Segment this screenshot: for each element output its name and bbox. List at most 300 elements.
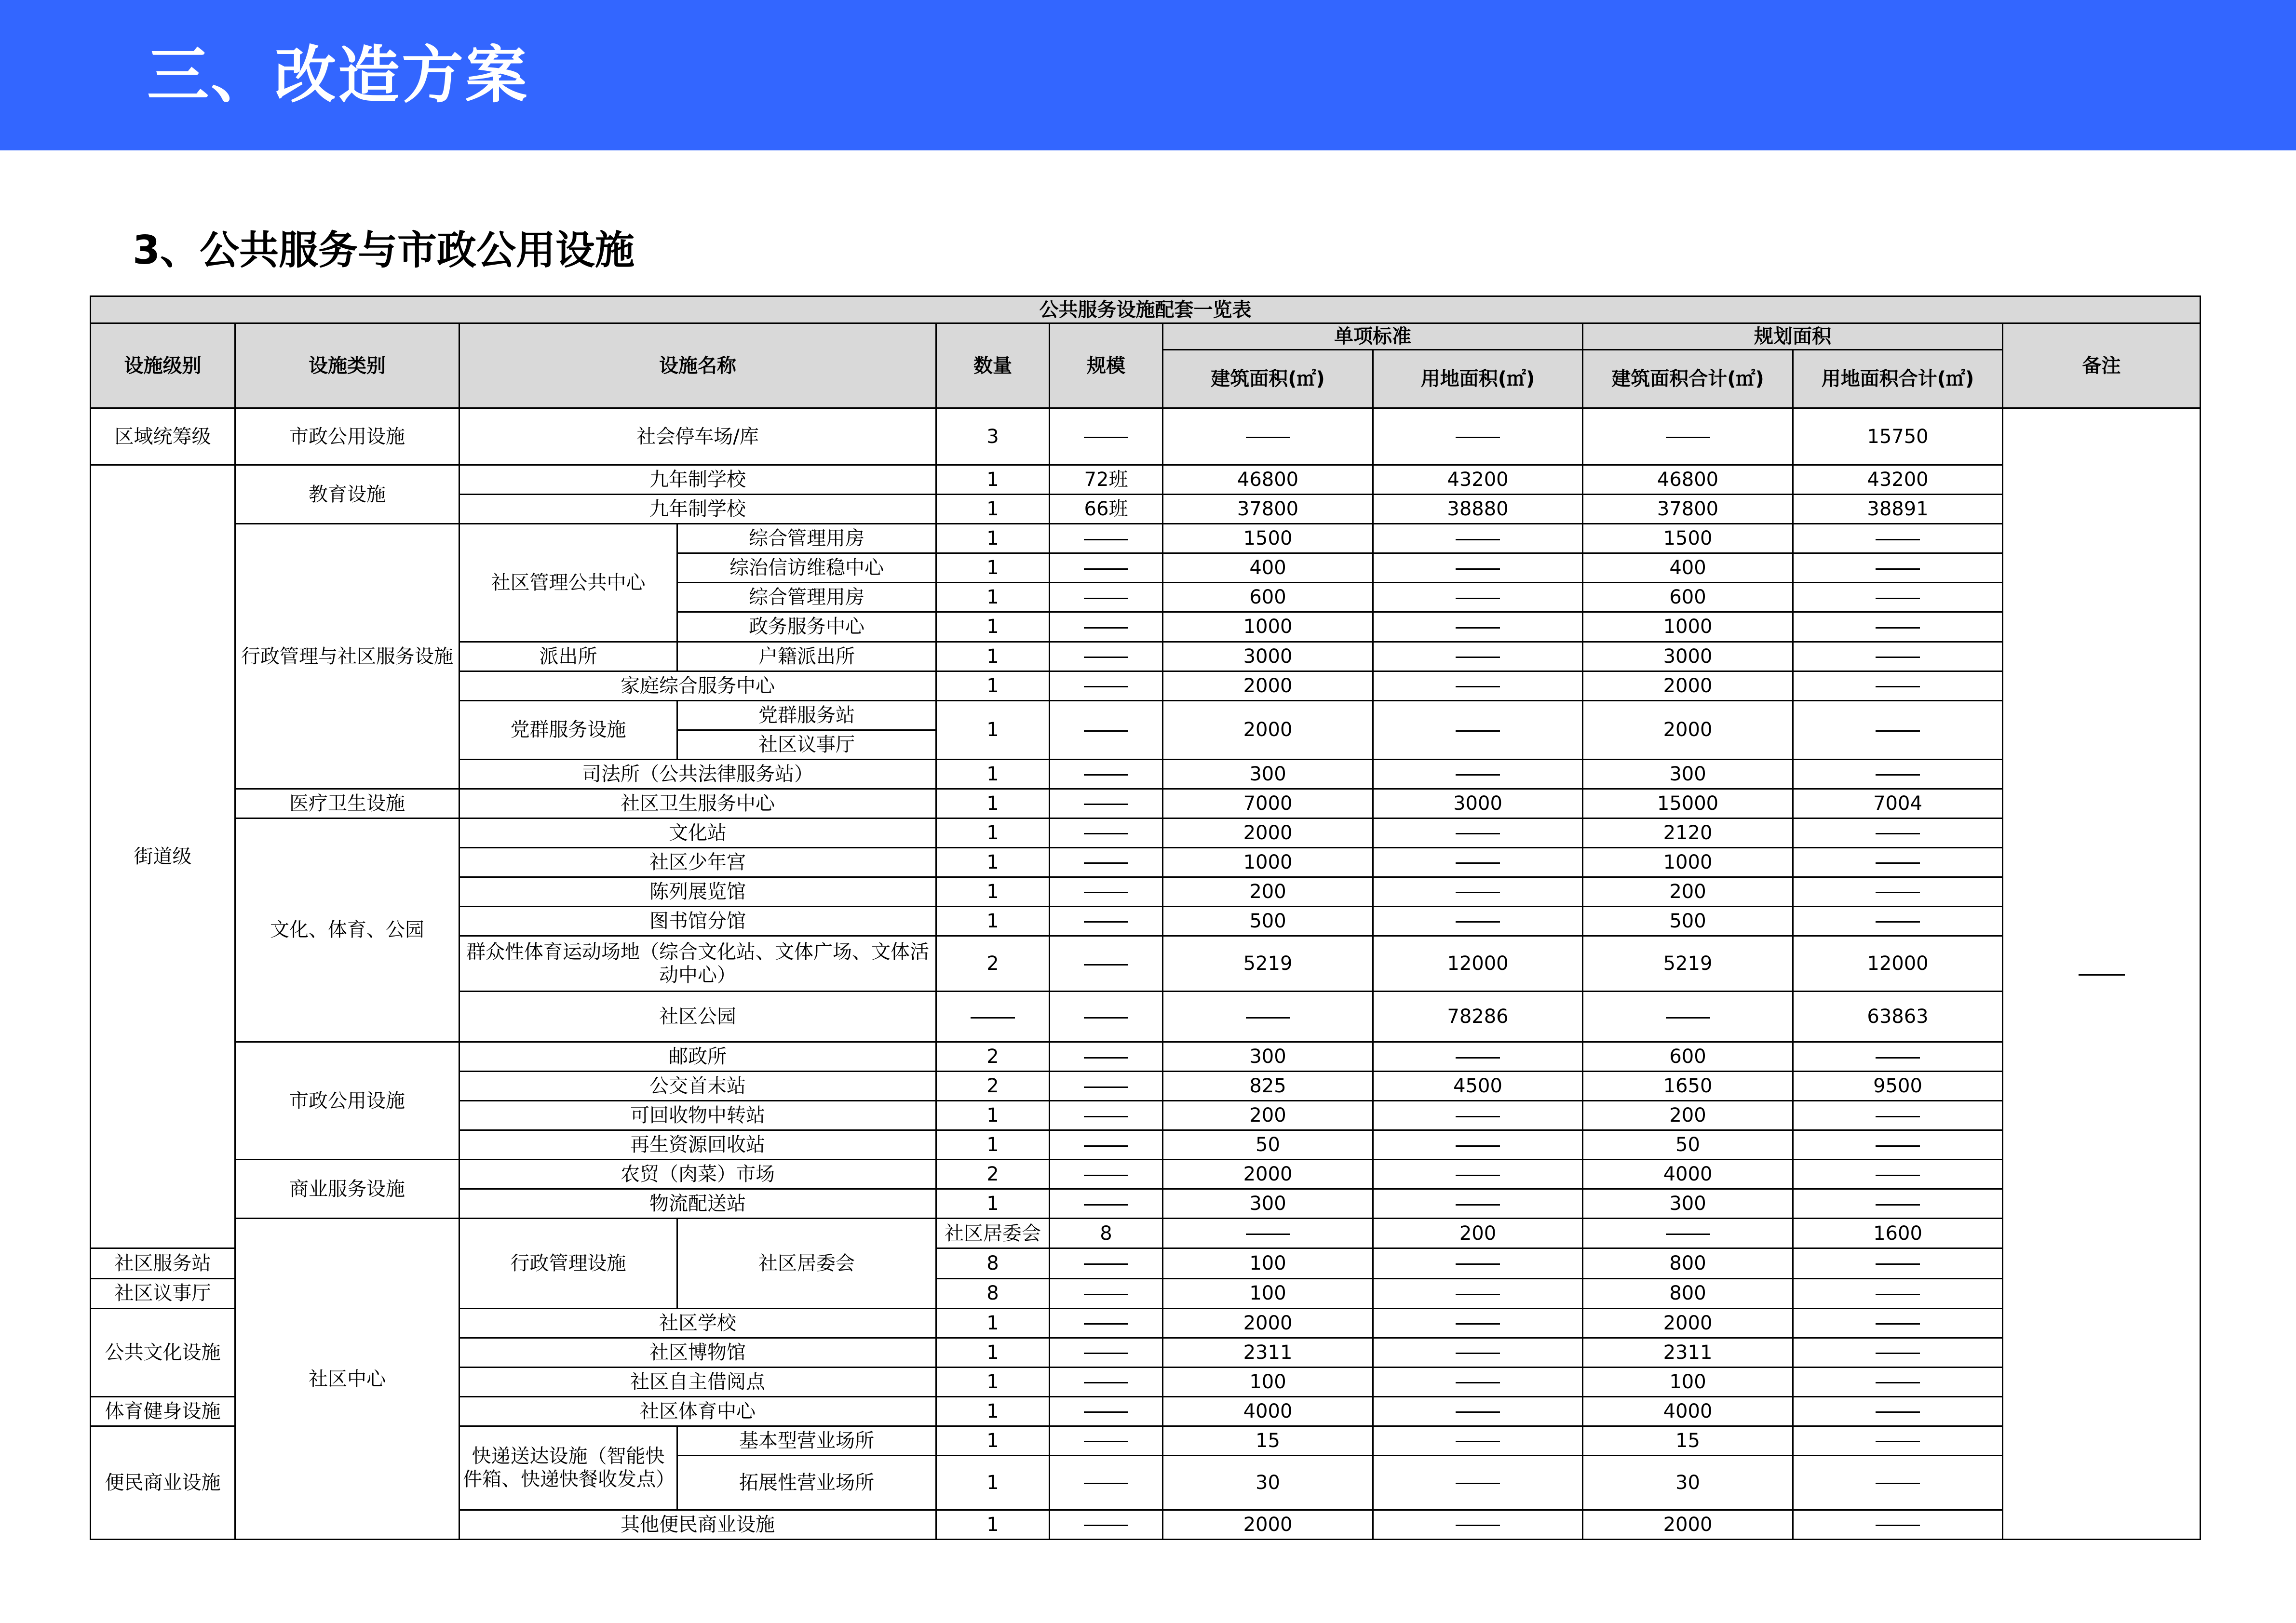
- land-area-cell: [1373, 1042, 1583, 1072]
- land-area-cell: [1373, 700, 1583, 759]
- land-area-cell: [1373, 1367, 1583, 1396]
- facility-name-cell: 社区博物馆: [459, 1338, 936, 1367]
- dash-mark: [1084, 921, 1128, 923]
- land-area-cell: [1373, 1130, 1583, 1160]
- dash-mark: [1084, 539, 1128, 540]
- category-cell: 公共文化设施: [91, 1308, 235, 1396]
- building-area-cell: 1000: [1163, 847, 1373, 877]
- building-total-cell: 2000: [1583, 700, 1793, 759]
- building-area-cell: 600: [1163, 583, 1373, 612]
- header-level: 设施级别: [91, 323, 235, 408]
- facility-name-cell: 综合管理用房: [677, 524, 936, 553]
- dash-mark: [1246, 1017, 1290, 1019]
- dash-mark: [1084, 1175, 1128, 1176]
- count-cell: 1: [936, 1396, 1050, 1426]
- dash-mark: [1084, 1441, 1128, 1442]
- building-area-cell: 4000: [1163, 1396, 1373, 1426]
- dash-mark: [1084, 730, 1128, 732]
- land-area-cell: [1373, 1160, 1583, 1189]
- land-total-cell: [1793, 1278, 2003, 1308]
- land-total-cell: [1793, 612, 2003, 642]
- scale-cell: [1050, 642, 1163, 671]
- building-total-cell: 1500: [1583, 524, 1793, 553]
- land-area-cell: 38880: [1373, 495, 1583, 524]
- building-area-cell: 2311: [1163, 1338, 1373, 1367]
- dash-mark: [1084, 437, 1128, 438]
- building-area-cell: 2000: [1163, 1308, 1373, 1338]
- facility-name-cell: 社区体育中心: [459, 1396, 936, 1426]
- facility-name-cell: 九年制学校: [459, 465, 936, 495]
- header-planned-area: 规划面积: [1583, 323, 2003, 350]
- dash-mark: [1876, 892, 1920, 893]
- section-title: 3、公共服务与市政公用设施: [133, 228, 635, 273]
- land-total-cell: [1793, 1396, 2003, 1426]
- scale-cell: [1050, 1510, 1163, 1539]
- building-area-cell: 100: [1163, 1278, 1373, 1308]
- land-area-cell: [1373, 553, 1583, 583]
- dash-mark: [1456, 833, 1500, 834]
- dash-mark: [1456, 730, 1500, 732]
- dash-mark: [1876, 862, 1920, 864]
- dash-mark: [971, 1017, 1015, 1019]
- category-cell: 商业服务设施: [235, 1160, 459, 1219]
- scale-cell: [1050, 1367, 1163, 1396]
- dash-mark: [1456, 1116, 1500, 1117]
- count-cell: 2: [936, 1160, 1050, 1189]
- category-cell: 便民商业设施: [91, 1426, 235, 1539]
- land-total-cell: [1793, 1338, 2003, 1367]
- dash-mark: [1084, 657, 1128, 658]
- land-area-cell: [1373, 612, 1583, 642]
- land-total-cell: [1793, 1160, 2003, 1189]
- land-area-cell: [1373, 1510, 1583, 1539]
- count-cell: 1: [936, 495, 1050, 524]
- dash-mark: [1876, 1483, 1920, 1484]
- scale-cell: [1050, 789, 1163, 818]
- dash-mark: [1876, 1175, 1920, 1176]
- building-total-cell: 30: [1583, 1455, 1793, 1510]
- dash-mark: [1456, 1294, 1500, 1295]
- dash-mark: [1456, 437, 1500, 438]
- dash-mark: [1084, 1382, 1128, 1383]
- scale-cell: [1050, 553, 1163, 583]
- dash-mark: [1084, 568, 1128, 570]
- category-cell: 教育设施: [235, 465, 459, 524]
- count-cell: 1: [936, 1367, 1050, 1396]
- subgroup-cell: 社区管理公共中心: [459, 524, 677, 642]
- building-total-cell: [1583, 992, 1793, 1042]
- facility-name-cell: 公交首末站: [459, 1072, 936, 1101]
- header-remark: 备注: [2003, 323, 2201, 408]
- building-total-cell: 3000: [1583, 642, 1793, 671]
- dash-mark: [1876, 1525, 1920, 1526]
- land-total-cell: 15750: [1793, 408, 2003, 465]
- facility-name-cell: 基本型营业场所: [677, 1426, 936, 1455]
- dash-mark: [1456, 774, 1500, 776]
- dash-mark: [1876, 686, 1920, 687]
- building-area-cell: 300: [1163, 1189, 1373, 1219]
- land-area-cell: [1373, 524, 1583, 553]
- count-cell: 1: [936, 642, 1050, 671]
- dash-mark: [1876, 921, 1920, 923]
- facility-name-cell: 社区学校: [459, 1308, 936, 1338]
- facility-name-cell: 社区议事厅: [91, 1278, 235, 1308]
- building-total-cell: 2000: [1583, 671, 1793, 700]
- facility-name-cell: 社区少年宫: [459, 847, 936, 877]
- dash-mark: [1246, 1234, 1290, 1235]
- land-area-cell: [1583, 1219, 1793, 1248]
- building-area-cell: 2000: [1163, 818, 1373, 847]
- dash-mark: [1456, 1525, 1500, 1526]
- subgroup-cell: 党群服务设施: [459, 700, 677, 759]
- building-area-cell: 2000: [1163, 1160, 1373, 1189]
- dash-mark: [1456, 921, 1500, 923]
- dash-mark: [1456, 1411, 1500, 1413]
- table-row: [91, 465, 2201, 495]
- land-area-cell: [1373, 1101, 1583, 1130]
- land-area-cell: [1373, 583, 1583, 612]
- dash-mark: [1456, 686, 1500, 687]
- count-cell: 1: [936, 1510, 1050, 1539]
- scale-cell: [1050, 1042, 1163, 1072]
- land-total-cell: 12000: [1793, 936, 2003, 991]
- dash-mark: [1876, 774, 1920, 776]
- land-area-cell: 78286: [1373, 992, 1583, 1042]
- land-total-cell: 43200: [1793, 465, 2003, 495]
- count-cell: [936, 992, 1050, 1042]
- dash-mark: [1084, 627, 1128, 629]
- scale-cell: [1050, 1338, 1163, 1367]
- remark-cell: [2003, 408, 2201, 1540]
- count-cell: 1: [936, 847, 1050, 877]
- count-cell: 2: [936, 1072, 1050, 1101]
- level-cell: 区域统筹级: [91, 408, 235, 465]
- dash-mark: [1084, 1057, 1128, 1059]
- facility-name-cell: 政务服务中心: [677, 612, 936, 642]
- header-building-total: 建筑面积合计(㎡): [1583, 350, 1793, 408]
- scale-cell: [1050, 612, 1163, 642]
- facility-name-cell: 社区居委会: [936, 1219, 1050, 1248]
- dash-mark: [1456, 1175, 1500, 1176]
- count-cell: 2: [936, 936, 1050, 991]
- level-cell: 社区中心: [235, 1219, 459, 1540]
- count-cell: 1: [936, 906, 1050, 936]
- count-cell: 1: [936, 465, 1050, 495]
- facility-name-cell: 物流配送站: [459, 1189, 936, 1219]
- count-cell: 8: [936, 1278, 1050, 1308]
- scale-cell: [1050, 992, 1163, 1042]
- dash-mark: [1084, 1116, 1128, 1117]
- count-cell: 1: [936, 1101, 1050, 1130]
- land-area-cell: [1373, 1455, 1583, 1510]
- building-total-cell: 200: [1583, 1101, 1793, 1130]
- building-total-cell: 4000: [1583, 1160, 1793, 1189]
- land-area-cell: [1373, 847, 1583, 877]
- table-row: [91, 524, 2201, 553]
- dash-mark: [1876, 1382, 1920, 1383]
- building-total-cell: 37800: [1583, 495, 1793, 524]
- building-total-cell: 46800: [1583, 465, 1793, 495]
- scale-cell: [1050, 671, 1163, 700]
- facility-name-cell: 社区卫生服务中心: [459, 789, 936, 818]
- header-building-area: 建筑面积(㎡): [1163, 350, 1373, 408]
- dash-mark: [1876, 1057, 1920, 1059]
- land-total-cell: [1793, 1248, 2003, 1278]
- dash-mark: [1876, 1441, 1920, 1442]
- building-total-cell: 2120: [1583, 818, 1793, 847]
- land-total-cell: [1793, 759, 2003, 789]
- land-total-cell: [1793, 818, 2003, 847]
- scale-cell: [1050, 1426, 1163, 1455]
- level-cell: 街道级: [91, 465, 235, 1248]
- count-cell: 1: [936, 671, 1050, 700]
- dash-mark: [1084, 1204, 1128, 1206]
- dash-mark: [1084, 964, 1128, 966]
- dash-mark: [1876, 1323, 1920, 1325]
- land-area-cell: 4500: [1373, 1072, 1583, 1101]
- scale-cell: [1050, 1248, 1163, 1278]
- category-cell: 文化、体育、公园: [235, 818, 459, 1042]
- land-area-cell: [1373, 759, 1583, 789]
- count-cell: 1: [936, 1189, 1050, 1219]
- dash-mark: [1876, 1263, 1920, 1265]
- land-total-cell: 9500: [1793, 1072, 2003, 1101]
- count-cell: 1: [936, 524, 1050, 553]
- scale-cell: [1050, 847, 1163, 877]
- scale-cell: [1050, 1308, 1163, 1338]
- table-row: [91, 789, 2201, 818]
- dash-mark: [1084, 1525, 1128, 1526]
- scale-cell: [1050, 1189, 1163, 1219]
- subgroup-cell: 快递送达设施（智能快件箱、快递快餐收发点）: [459, 1426, 677, 1510]
- land-total-cell: [1793, 1130, 2003, 1160]
- dash-mark: [1456, 1382, 1500, 1383]
- count-cell: 1: [936, 1308, 1050, 1338]
- building-area-cell: 400: [1163, 553, 1373, 583]
- land-area-cell: 12000: [1373, 936, 1583, 991]
- dash-mark: [1876, 1116, 1920, 1117]
- facility-name-cell: 社区自主借阅点: [459, 1367, 936, 1396]
- scale-cell: [1050, 818, 1163, 847]
- scale-cell: [1050, 936, 1163, 991]
- building-total-cell: 500: [1583, 906, 1793, 936]
- land-area-cell: [1373, 1248, 1583, 1278]
- count-cell: 1: [936, 1426, 1050, 1455]
- building-total-cell: 200: [1583, 877, 1793, 906]
- header-name: 设施名称: [459, 323, 936, 408]
- land-total-cell: 7004: [1793, 789, 2003, 818]
- land-total-cell: [1793, 847, 2003, 877]
- dash-mark: [1084, 804, 1128, 805]
- scale-cell: [1050, 1130, 1163, 1160]
- land-total-cell: [1793, 1189, 2003, 1219]
- building-area-cell: 200: [1163, 1101, 1373, 1130]
- dash-mark: [1084, 1263, 1128, 1265]
- building-total-cell: 1000: [1583, 847, 1793, 877]
- land-total-cell: 63863: [1793, 992, 2003, 1042]
- count-cell: 1: [936, 789, 1050, 818]
- scale-cell: [1050, 700, 1163, 759]
- count-cell: 1: [936, 583, 1050, 612]
- building-area-cell: 3000: [1163, 642, 1373, 671]
- facility-name-cell: 再生资源回收站: [459, 1130, 936, 1160]
- building-area-cell: 100: [1163, 1367, 1373, 1396]
- building-total-cell: 300: [1583, 759, 1793, 789]
- dash-mark: [1084, 1145, 1128, 1147]
- category-cell: 市政公用设施: [235, 408, 459, 465]
- land-total-cell: 38891: [1793, 495, 2003, 524]
- count-cell: 1: [936, 1130, 1050, 1160]
- facility-name-cell: 党群服务站: [677, 700, 936, 730]
- building-total-cell: 2000: [1583, 1510, 1793, 1539]
- count-cell: 3: [936, 408, 1050, 465]
- building-total-cell: 50: [1583, 1130, 1793, 1160]
- dash-mark: [1084, 774, 1128, 776]
- land-area-cell: [1373, 1308, 1583, 1338]
- dash-mark: [1666, 1234, 1710, 1235]
- building-area-cell: 1500: [1163, 524, 1373, 553]
- building-area-cell: [1163, 992, 1373, 1042]
- header-count: 数量: [936, 323, 1050, 408]
- facility-name-cell: 户籍派出所: [677, 642, 936, 671]
- scale-cell: [1050, 1396, 1163, 1426]
- facility-name-cell: 综合管理用房: [677, 583, 936, 612]
- building-area-cell: 2000: [1163, 700, 1373, 759]
- table-header-row: [91, 323, 2201, 350]
- dash-mark: [1084, 1483, 1128, 1484]
- dash-mark: [1084, 1411, 1128, 1413]
- building-area-cell: 2000: [1163, 1510, 1373, 1539]
- land-total-cell: [1793, 1042, 2003, 1072]
- building-total-cell: 5219: [1583, 936, 1793, 991]
- building-area-cell: 7000: [1163, 789, 1373, 818]
- count-cell: 8: [936, 1248, 1050, 1278]
- building-area-cell: 5219: [1163, 936, 1373, 991]
- scale-cell: [1050, 524, 1163, 553]
- facility-name-cell: 邮政所: [459, 1042, 936, 1072]
- count-cell: 2: [936, 1042, 1050, 1072]
- dash-mark: [1876, 1411, 1920, 1413]
- dash-mark: [1876, 1353, 1920, 1354]
- land-total-cell: [1793, 877, 2003, 906]
- dash-mark: [1456, 627, 1500, 629]
- count-cell: 1: [936, 1455, 1050, 1510]
- scale-cell: [1163, 1219, 1373, 1248]
- count-cell: 1: [936, 877, 1050, 906]
- building-total-cell: 600: [1583, 1042, 1793, 1072]
- dash-mark: [1666, 437, 1710, 438]
- facility-name-cell: 社区服务站: [91, 1248, 235, 1278]
- land-area-cell: 3000: [1373, 789, 1583, 818]
- scale-cell: 72班: [1050, 465, 1163, 495]
- building-area-cell: 46800: [1163, 465, 1373, 495]
- land-area-cell: [1373, 1278, 1583, 1308]
- facility-name-cell: 图书馆分馆: [459, 906, 936, 936]
- land-total-cell: [1793, 524, 2003, 553]
- building-area-cell: [1163, 408, 1373, 465]
- dash-mark: [1456, 657, 1500, 658]
- category-cell: 体育健身设施: [91, 1396, 235, 1426]
- building-area-cell: 500: [1163, 906, 1373, 936]
- facility-name-cell: 社区议事厅: [677, 730, 936, 759]
- dash-mark: [1084, 1086, 1128, 1088]
- scale-cell: [1050, 906, 1163, 936]
- category-cell: 医疗卫生设施: [235, 789, 459, 818]
- dash-mark: [1084, 862, 1128, 864]
- facilities-table: [90, 295, 2201, 1540]
- scale-cell: [1050, 583, 1163, 612]
- facility-name-cell: 农贸（肉菜）市场: [459, 1160, 936, 1189]
- facility-name-cell: 其他便民商业设施: [459, 1510, 936, 1539]
- building-total-cell: 1650: [1583, 1072, 1793, 1101]
- table-row: [91, 408, 2201, 465]
- building-total-cell: 100: [1583, 1367, 1793, 1396]
- count-cell: 1: [936, 612, 1050, 642]
- land-total-cell: [1793, 1510, 2003, 1539]
- facility-name-cell: 可回收物中转站: [459, 1101, 936, 1130]
- land-area-cell: [1373, 642, 1583, 671]
- facility-name-cell: 陈列展览馆: [459, 877, 936, 906]
- land-area-cell: [1373, 1338, 1583, 1367]
- scale-cell: 66班: [1050, 495, 1163, 524]
- building-total-cell: 2000: [1583, 1308, 1793, 1338]
- count-cell: 1: [936, 818, 1050, 847]
- subgroup-cell: 社区居委会: [677, 1219, 936, 1308]
- dash-mark: [1456, 539, 1500, 540]
- building-total-cell: 800: [1583, 1278, 1793, 1308]
- building-area-cell: 1000: [1163, 612, 1373, 642]
- land-area-cell: [1373, 1189, 1583, 1219]
- dash-mark: [1456, 1145, 1500, 1147]
- page-title: 三、改造方案: [147, 40, 529, 111]
- dash-mark: [1084, 1017, 1128, 1019]
- scale-cell: [1050, 1455, 1163, 1510]
- scale-cell: [1050, 1160, 1163, 1189]
- facility-name-cell: 社会停车场/库: [459, 408, 936, 465]
- land-total-cell: [1793, 1367, 2003, 1396]
- scale-cell: [1050, 877, 1163, 906]
- dash-mark: [1084, 833, 1128, 834]
- building-area-cell: 37800: [1163, 495, 1373, 524]
- land-total-cell: [1793, 1101, 2003, 1130]
- dash-mark: [1084, 1294, 1128, 1295]
- dash-mark: [1876, 657, 1920, 658]
- land-total-cell: [1793, 1308, 2003, 1338]
- dash-mark: [1876, 568, 1920, 570]
- land-total-cell: [1793, 671, 2003, 700]
- building-total-cell: 1000: [1583, 612, 1793, 642]
- building-area-cell: 825: [1163, 1072, 1373, 1101]
- land-area-cell: [1373, 408, 1583, 465]
- building-total-cell: 800: [1583, 1248, 1793, 1278]
- land-area-cell: [1373, 1426, 1583, 1455]
- subgroup-cell: 派出所: [459, 642, 677, 671]
- dash-mark: [1456, 1353, 1500, 1354]
- table-row: [91, 818, 2201, 847]
- dash-mark: [1456, 568, 1500, 570]
- table-row: [91, 1042, 2201, 1072]
- facility-name-cell: 司法所（公共法律服务站）: [459, 759, 936, 789]
- land-area-cell: 43200: [1373, 465, 1583, 495]
- scale-cell: [1050, 1101, 1163, 1130]
- building-area-cell: 300: [1163, 759, 1373, 789]
- land-total-cell: [1793, 906, 2003, 936]
- dash-mark: [1456, 1483, 1500, 1484]
- category-cell: 行政管理设施: [459, 1219, 677, 1308]
- count-cell: 1: [936, 759, 1050, 789]
- building-area-cell: 300: [1163, 1042, 1373, 1072]
- header-land-total: 用地面积合计(㎡): [1793, 350, 2003, 408]
